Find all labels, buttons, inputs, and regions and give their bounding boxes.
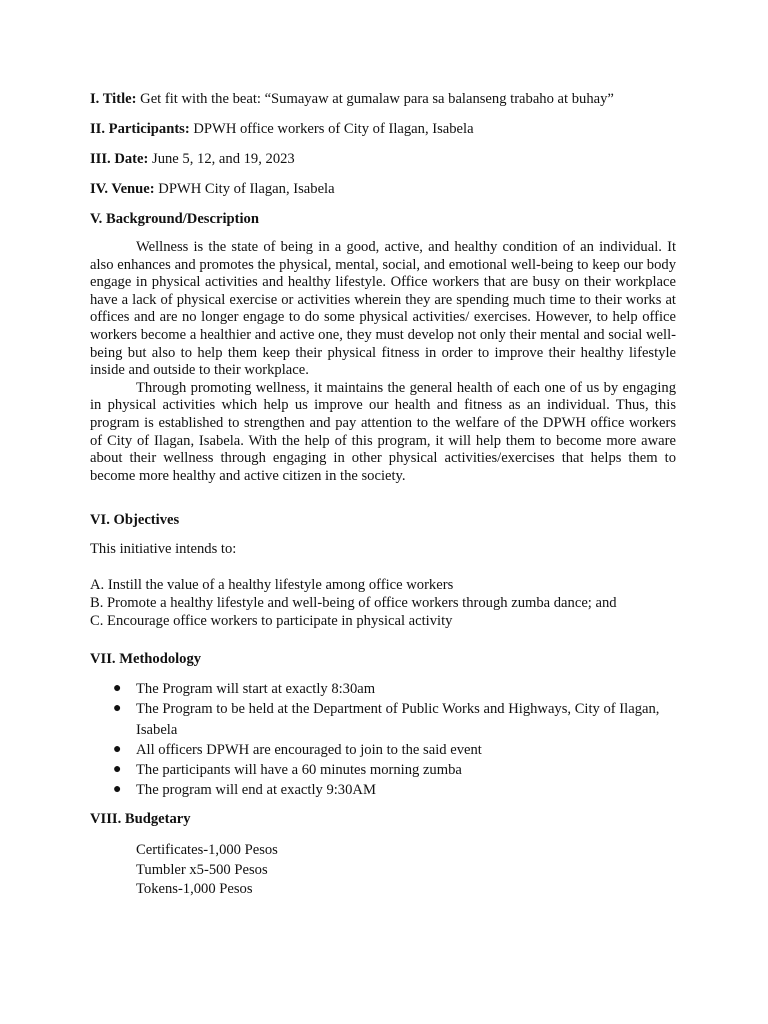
title-label: I. Title:	[90, 91, 137, 107]
bullet-icon: ●	[113, 681, 122, 697]
methodology-item-text: All officers DPWH are encouraged to join to the said event	[136, 741, 482, 758]
background-heading: V. Background/Description	[90, 211, 259, 227]
bullet-icon: ●	[113, 741, 122, 757]
methodology-item	[90, 679, 676, 699]
participants-label: II. Participants:	[90, 121, 190, 137]
bullet-icon: ●	[113, 701, 122, 717]
budget-list	[90, 841, 676, 899]
methodology-heading: VII. Methodology	[90, 651, 202, 668]
methodology-item	[90, 780, 676, 800]
objective-item-a: A. Instill the value of a healthy lifestyle among office workers	[90, 577, 454, 594]
objectives-heading: VI. Objectives	[90, 512, 180, 529]
background-paragraph-2: Through promoting wellness, it maintains the general health of each one of us by engaging in physical activities which help us improve our health and fitness as an individual. Thus, this program is established to strengthen and pay attention to the welfare of the DPWH office workers of City of Ilagan, Isabela. With the help of this program, it will help them to become more aware about their wellness through engaging in other physical activities/exercises that helps them to become more healthy and active citizen in the society.	[90, 379, 676, 484]
methodology-item-text: The Program will start at exactly 8:30am	[136, 681, 376, 698]
participants-line	[90, 120, 676, 139]
venue-line	[90, 180, 676, 199]
bullet-icon: ●	[113, 761, 122, 777]
budget-item: Tokens-1,000 Pesos	[136, 881, 253, 898]
title-line	[90, 90, 676, 109]
methodology-item	[90, 740, 676, 760]
date-label: III. Date:	[90, 151, 149, 167]
background-paragraph-1: Wellness is the state of being in a good, active, and healthy condition of an individual. It also enhances and promotes the physical, mental, social, and emotional well-being to keep our body engage in physical activities and healthy lifestyle. Office workers that are busy on their workplace have a lack of physical exercise or activities wherein they are spending much time to their works at offices and are no longer engage to do some physical activities/ exercises. However, to help office workers become a healthier and active one, they must develop not only their mental and social well-being but also to help them keep their physical fitness in order to improve their healthy lifestyle inside and outside to their workplace.	[90, 239, 676, 379]
methodology-list	[90, 679, 676, 800]
methodology-item	[90, 699, 676, 739]
date-value: June 5, 12, and 19, 2023	[152, 151, 295, 167]
methodology-item	[90, 760, 676, 780]
methodology-item-text: The program will end at exactly 9:30AM	[136, 782, 376, 799]
objective-item-c: C. Encourage office workers to participate in physical activity	[90, 612, 453, 629]
venue-value: DPWH City of Ilagan, Isabela	[158, 181, 335, 197]
budget-item: Tumbler x5-500 Pesos	[136, 861, 268, 878]
methodology-item-text: The Program to be held at the Department of Public Works and Highways, City of Ilagan, Isabela	[136, 701, 660, 738]
objective-item-b: B. Promote a healthy lifestyle and well-being of office workers through zumba dance; and	[90, 594, 617, 611]
section-spacer	[90, 485, 676, 511]
objectives-intro: This initiative intends to:	[90, 541, 237, 558]
title-value: Get fit with the beat: “Sumayaw at gumalaw para sa balanseng trabaho at buhay”	[140, 91, 614, 107]
venue-label: IV. Venue:	[90, 181, 155, 197]
date-line	[90, 150, 676, 169]
budget-item: Certificates-1,000 Pesos	[136, 842, 278, 859]
participants-value: DPWH office workers of City of Ilagan, Isabela	[193, 121, 474, 137]
document-page	[90, 90, 676, 900]
methodology-item-text: The participants will have a 60 minutes morning zumba	[136, 761, 462, 778]
bullet-icon: ●	[113, 782, 122, 798]
budget-heading: VIII. Budgetary	[90, 811, 191, 828]
